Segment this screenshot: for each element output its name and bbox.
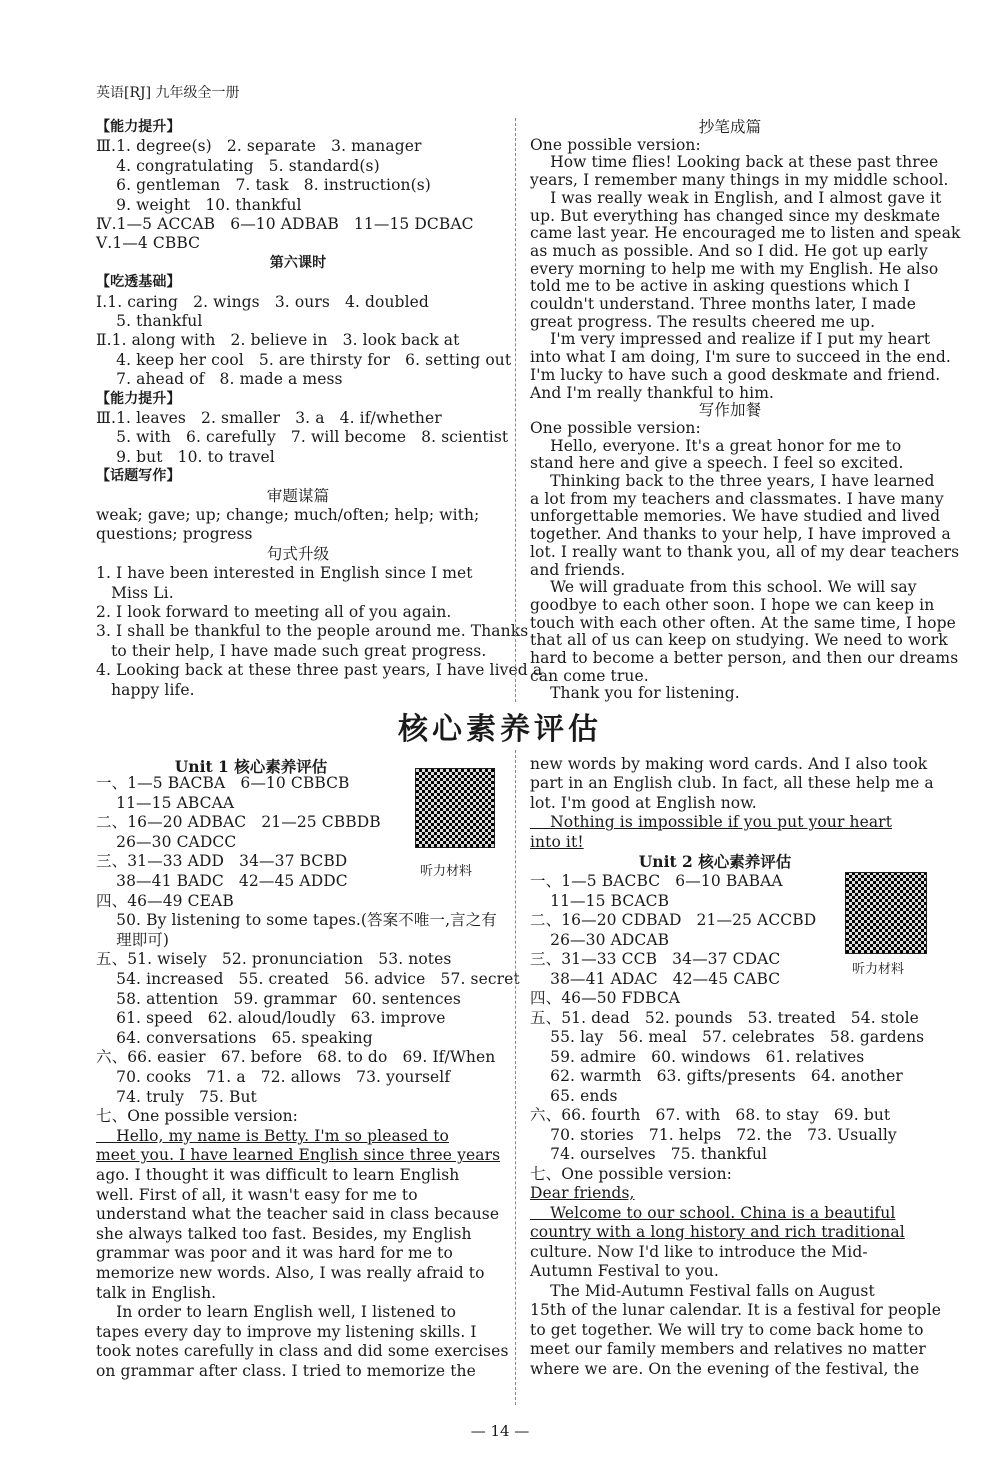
- text-line: 二、16—20 CDBAD 21—25 ACCBD: [530, 911, 817, 929]
- text-line: Thank you for listening.: [530, 684, 740, 703]
- text-line: 【能力提升】: [96, 390, 181, 407]
- text-line: Nothing is impossible if you put your heart: [530, 813, 893, 832]
- text-line: couldn't understand. Three months later, I made: [530, 295, 916, 313]
- page-header: 英语[RJ] 九年级全一册: [96, 85, 240, 101]
- text-line: 6. gentleman 7. task 8. instruction(s): [96, 176, 431, 195]
- text-line: We will graduate from this school. We will say: [530, 578, 917, 597]
- text-line: 抄笔成篇: [698, 118, 762, 136]
- text-line: 11—15 BCACB: [530, 891, 670, 910]
- text-line: hard to become a better person, and then our dreams: [530, 649, 959, 667]
- text-line: as much as possible. And so I did. He got up early: [530, 241, 928, 260]
- text-line: 句式升级: [266, 544, 330, 563]
- text-line: that all of us can keep on studying. We need to work: [530, 631, 948, 650]
- text-line: I'm lucky to have such a good deskmate and friend.: [530, 365, 941, 384]
- text-line: meet you. I have learned English since three years: [96, 1146, 501, 1165]
- text-line: understand what the teacher said in class because: [96, 1205, 500, 1224]
- text-line: 62. warmth 63. gifts/presents 64. another: [530, 1067, 903, 1085]
- text-line: 64. conversations 65. speaking: [96, 1028, 373, 1047]
- text-line: meet our family members and relatives no matter: [530, 1340, 926, 1358]
- text-line: can come true.: [530, 666, 649, 685]
- unit2-title: Unit 2 核心素养评估: [638, 852, 792, 871]
- text-line: ago. I thought it was difficult to learn English: [96, 1166, 460, 1184]
- text-line: 2. I look forward to meeting all of you again.: [96, 603, 452, 621]
- text-line: 4. congratulating 5. standard(s): [96, 156, 380, 175]
- text-line: stand here and give a speech. I feel so excited.: [530, 454, 904, 473]
- text-line: One possible version:: [530, 135, 701, 154]
- text-line: Ⅴ.1—4 CBBC: [96, 234, 201, 253]
- text-line: Miss Li.: [96, 583, 174, 602]
- text-line: culture. Now I'd like to introduce the Mid-: [530, 1242, 868, 1261]
- text-line: talk in English.: [96, 1283, 217, 1302]
- text-line: told me to be active in asking questions which I: [530, 277, 911, 296]
- text-line: 74. ourselves 75. thankful: [530, 1145, 768, 1163]
- text-line: 一、1—5 BACBC 6—10 BABAA: [530, 872, 783, 890]
- text-line: Welcome to our school. China is a beautiful: [530, 1203, 896, 1222]
- text-line: 四、46—50 FDBCA: [530, 989, 681, 1007]
- text-line: new words by making word cards. And I also took: [530, 755, 928, 773]
- text-line: Autumn Festival to you.: [530, 1262, 719, 1280]
- text-line: 四、46—49 CEAB: [96, 891, 234, 910]
- text-line: weak; gave; up; change; much/often; help; with;: [96, 506, 480, 524]
- text-line: 5. thankful: [96, 312, 203, 330]
- text-line: 六、66. easier 67. before 68. to do 69. If/When: [96, 1048, 496, 1067]
- text-line: into it!: [530, 832, 584, 851]
- text-line: and friends.: [530, 560, 626, 579]
- text-line: on grammar after class. I tried to memorize the: [96, 1362, 476, 1380]
- text-line: 七、One possible version:: [96, 1107, 298, 1126]
- text-line: where we are. On the evening of the festival, the: [530, 1359, 920, 1378]
- text-line: The Mid-Autumn Festival falls on August: [530, 1281, 875, 1300]
- text-line: a lot from my teachers and classmates. I have many: [530, 489, 944, 508]
- text-line: How time flies! Looking back at these past three: [530, 153, 939, 172]
- text-line: memorize new words. Also, I was really afraid to: [96, 1264, 485, 1282]
- qr-label-unit2: 听力材料: [852, 962, 905, 977]
- text-line: 1. I have been interested in English since I met: [96, 564, 473, 583]
- text-line: One possible version:: [530, 418, 701, 437]
- text-line: up. But everything has changed since my deskmate: [530, 206, 941, 225]
- text-line: 26—30 ADCAB: [530, 930, 670, 949]
- text-line: Ⅰ.1. caring 2. wings 3. ours 4. doubled: [96, 292, 429, 311]
- text-line: to their help, I have made such great progress.: [96, 641, 487, 660]
- text-line: 写作加餐: [698, 401, 762, 420]
- column-divider: [515, 118, 516, 702]
- text-line: 74. truly 75. But: [96, 1087, 257, 1106]
- section-title: 核心素养评估: [398, 712, 602, 747]
- text-line: into what I am doing, I'm sure to succeed in the end.: [530, 348, 951, 367]
- text-line: unforgettable memories. We have studied and lived: [530, 507, 941, 526]
- text-line: 六、66. fourth 67. with 68. to stay 69. but: [530, 1106, 891, 1124]
- text-line: 38—41 BADC 42—45 ADDC: [96, 872, 348, 890]
- text-line: 15th of the lunar calendar. It is a festival for people: [530, 1301, 942, 1319]
- text-line: In order to learn English well, I listened to: [96, 1303, 457, 1322]
- text-line: well. First of all, it wasn't easy for me to: [96, 1185, 418, 1204]
- text-line: lot. I'm good at English now.: [530, 793, 757, 812]
- text-line: touch with each other often. At the same time, I hope: [530, 613, 956, 632]
- text-line: 七、One possible version:: [530, 1164, 732, 1183]
- text-line: every morning to help me with my English. He also: [530, 259, 939, 278]
- text-line: 50. By listening to some tapes.(答案不唯一,言之有: [96, 911, 497, 930]
- text-line: 理即可): [96, 930, 170, 949]
- text-line: Ⅲ.1. degree(s) 2. separate 3. manager: [96, 137, 422, 156]
- text-line: 65. ends: [530, 1086, 618, 1105]
- text-line: 三、31—33 CCB 34—37 CDAC: [530, 950, 781, 968]
- text-line: 9. but 10. to travel: [96, 447, 275, 466]
- text-line: years, I remember many things in my middle school.: [530, 171, 949, 190]
- text-line: grammar was poor and it was hard for me to: [96, 1244, 453, 1263]
- column-divider-2: [515, 750, 516, 1405]
- text-line: 4. keep her cool 5. are thirsty for 6. setting out: [96, 350, 512, 369]
- text-line: And I'm really thankful to him.: [530, 383, 775, 402]
- text-line: 70. cooks 71. a 72. allows 73. yourself: [96, 1068, 451, 1086]
- text-line: lot. I really want to thank you, all of my dear teachers: [530, 542, 960, 561]
- text-line: Hello, my name is Betty. I'm so pleased to: [96, 1126, 449, 1145]
- text-line: to get together. We will try to come back home to: [530, 1320, 924, 1339]
- text-line: 55. lay 56. meal 57. celebrates 58. gardens: [530, 1028, 925, 1046]
- text-line: 4. Looking back at these three past years, I have lived a: [96, 661, 543, 680]
- text-line: tapes every day to improve my listening skills. I: [96, 1322, 477, 1341]
- text-line: 五、51. dead 52. pounds 53. treated 54. stole: [530, 1008, 919, 1027]
- text-line: 5. with 6. carefully 7. will become 8. scientist: [96, 428, 509, 447]
- qr-label-unit1: 听力材料: [420, 864, 473, 879]
- text-line: 审题谋篇: [266, 486, 330, 505]
- text-line: Hello, everyone. It's a great honor for me to: [530, 436, 902, 455]
- text-line: 59. admire 60. windows 61. relatives: [530, 1047, 865, 1066]
- text-line: 70. stories 71. helps 72. the 73. Usually: [530, 1125, 897, 1144]
- text-line: 61. speed 62. aloud/loudly 63. improve: [96, 1009, 446, 1028]
- text-line: part in an English club. In fact, all these help me a: [530, 774, 934, 793]
- text-line: 38—41 ADAC 42—45 CABC: [530, 969, 781, 988]
- text-line: questions; progress: [96, 525, 253, 544]
- text-line: goodbye to each other soon. I hope we can keep in: [530, 595, 935, 614]
- text-line: 三、31—33 ADD 34—37 BCBD: [96, 852, 348, 871]
- text-line: 9. weight 10. thankful: [96, 195, 302, 214]
- unit1-title: Unit 1 核心素养评估: [174, 757, 328, 776]
- text-line: Ⅱ.1. along with 2. believe in 3. look back at: [96, 331, 460, 350]
- text-line: 二、16—20 ADBAC 21—25 CBBDB: [96, 813, 381, 832]
- text-line: country with a long history and rich traditional: [530, 1223, 905, 1241]
- text-line: I'm very impressed and realize if I put my heart: [530, 330, 931, 349]
- text-line: Ⅲ.1. leaves 2. smaller 3. a 4. if/whether: [96, 409, 442, 427]
- text-line: Dear friends,: [530, 1184, 635, 1202]
- text-line: Thinking back to the three years, I have learned: [530, 472, 935, 490]
- text-line: took notes carefully in class and did some exercises: [96, 1342, 509, 1361]
- text-line: 第六课时: [269, 254, 327, 271]
- text-line: 7. ahead of 8. made a mess: [96, 370, 343, 389]
- text-line: came last year. He encouraged me to listen and speak: [530, 224, 961, 243]
- text-line: I was really weak in English, and I almost gave it: [530, 188, 942, 207]
- text-line: great progress. The results cheered me up.: [530, 312, 876, 331]
- text-line: together. And thanks to your help, I have improved a: [530, 525, 951, 544]
- text-line: 11—15 ABCAA: [96, 793, 235, 812]
- text-line: 【能力提升】: [96, 119, 181, 135]
- text-line: she always talked too fast. Besides, my English: [96, 1224, 472, 1243]
- text-line: happy life.: [96, 680, 195, 699]
- page-number: — 14 —: [470, 1422, 530, 1440]
- text-line: 五、51. wisely 52. pronunciation 53. notes: [96, 950, 452, 969]
- text-line: Ⅳ.1—5 ACCAB 6—10 ADBAB 11—15 DCBAC: [96, 215, 474, 233]
- text-line: 3. I shall be thankful to the people around me. Thanks: [96, 622, 529, 641]
- text-line: 54. increased 55. created 56. advice 57. secret: [96, 970, 520, 988]
- text-line: 【话题写作】: [96, 468, 181, 485]
- text-line: 26—30 CADCC: [96, 832, 237, 851]
- text-line: 一、1—5 BACBA 6—10 CBBCB: [96, 774, 350, 792]
- text-line: 【吃透基础】: [96, 274, 181, 291]
- text-line: 58. attention 59. grammar 60. sentences: [96, 989, 461, 1008]
